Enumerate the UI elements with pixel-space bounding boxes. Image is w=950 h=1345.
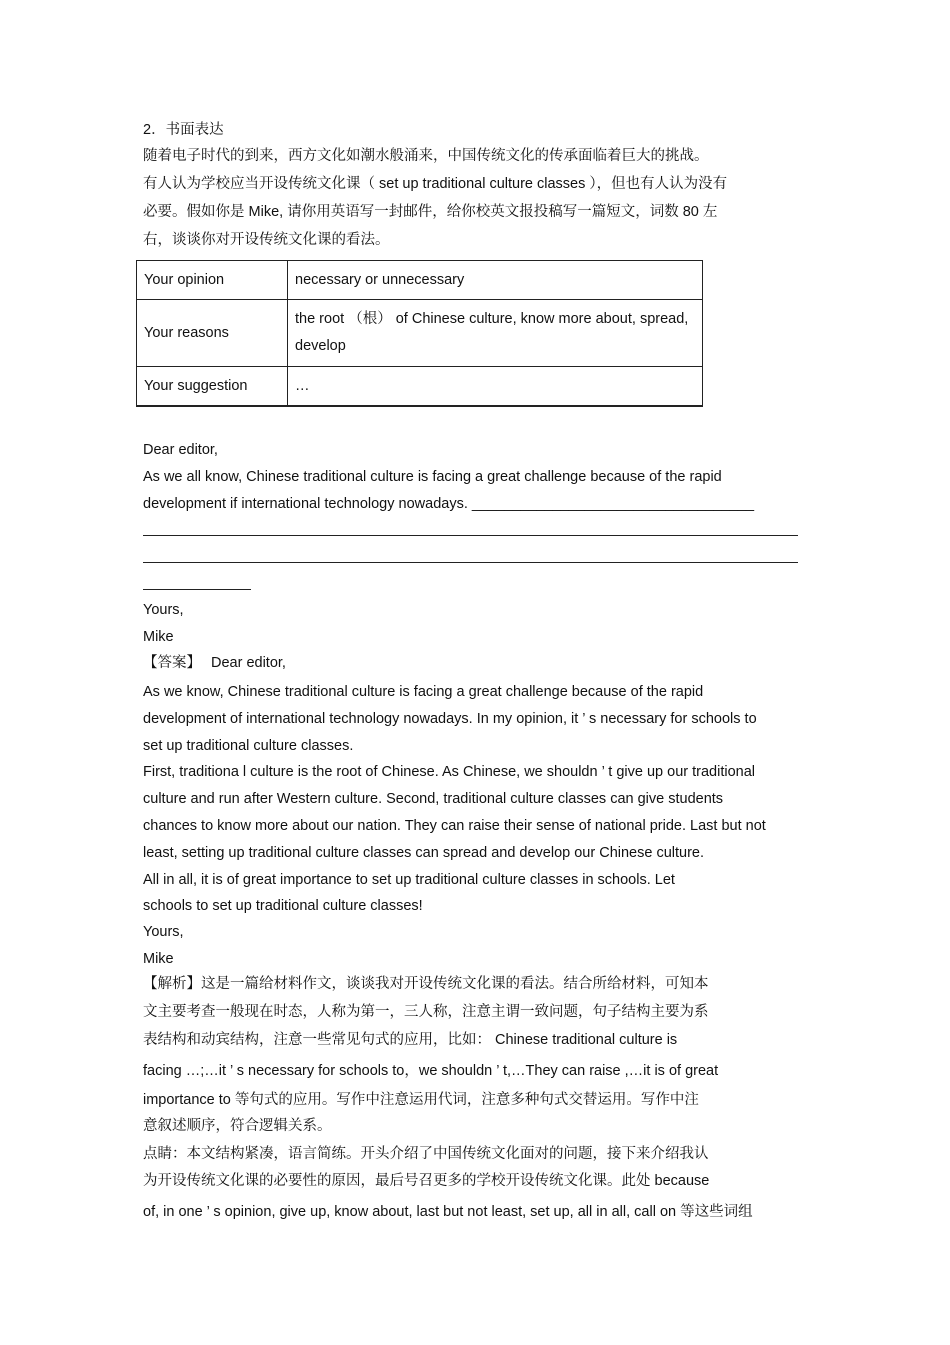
- comment-line: 为开设传统文化课的必要性的原因，最后号召更多的学校开设传统文化课。此处 because: [143, 1173, 710, 1189]
- answer-line: First, traditiona l culture is the root of Chinese. As Chinese, we shouldn ’ t give up our traditional: [143, 764, 756, 780]
- analysis-line: facing …;…it ’ s necessary for schools to，we shouldn ’ t,…They can raise ,…it is of great: [143, 1063, 719, 1079]
- answer-line: least, setting up traditional culture classes can spread and develop our Chinese culture.: [143, 845, 704, 861]
- writing-line: [143, 562, 798, 563]
- analysis-line: 文主要考查一般现在时态，人称为第一，三人称，注意主谓一致问题，句子结构主要为系: [143, 1004, 709, 1020]
- letter-greeting: Dear editor,: [143, 442, 218, 458]
- letter-line: development if international technology nowadays. ___________________________________: [143, 496, 755, 512]
- letter-signature: Mike: [143, 629, 174, 645]
- answer-line: As we know, Chinese traditional culture is facing a great challenge because of the rapid: [143, 684, 704, 700]
- writing-line: [143, 589, 251, 590]
- answer-signature: Mike: [143, 951, 174, 967]
- row-label: Your suggestion: [137, 367, 288, 407]
- table-row: [137, 367, 703, 407]
- answer-closing: Yours,: [143, 924, 184, 940]
- answer-greeting: Dear editor,: [211, 655, 286, 671]
- row-label: Your reasons: [137, 300, 288, 367]
- table-row: [137, 300, 703, 367]
- row-label: Your opinion: [137, 261, 288, 300]
- prompt-line: 随着电子时代的到来，西方文化如潮水般涌来，中国传统文化的传承面临着巨大的挑战。: [143, 148, 709, 164]
- prompt-line: 右，谈谈你对开设传统文化课的看法。: [143, 232, 390, 248]
- analysis-line: 【解析】这是一篇给材料作文，谈谈我对开设传统文化课的看法。结合所给材料，可知本: [143, 976, 709, 992]
- answer-label: 【答案】: [143, 655, 201, 671]
- prompt-line: 必要。假如你是 Mike, 请你用英语写一封邮件，给你校英文报投稿写一篇短文，词数 80 左: [143, 204, 718, 220]
- answer-line: development of international technology nowadays. In my opinion, it ’ s necessary for schools to: [143, 711, 757, 727]
- info-table: [136, 260, 703, 407]
- writing-line: [143, 535, 798, 536]
- letter-line: As we all know, Chinese traditional culture is facing a great challenge because of the rapid: [143, 469, 722, 485]
- analysis-line: 意叙述顺序，符合逻辑关系。: [143, 1118, 332, 1134]
- analysis-line: 表结构和动宾结构，注意一些常见句式的应用，比如： Chinese traditional culture is: [143, 1032, 678, 1048]
- question-heading: 2．书面表达: [143, 122, 224, 138]
- letter-closing: Yours,: [143, 602, 184, 618]
- comment-line: 点睛：本文结构紧凑，语言简练。开头介绍了中国传统文化面对的问题，接下来介绍我认: [143, 1146, 709, 1162]
- answer-line: set up traditional culture classes.: [143, 738, 354, 754]
- answer-line: chances to know more about our nation. They can raise their sense of national pride. Last but not: [143, 818, 766, 834]
- answer-line: schools to set up traditional culture classes!: [143, 898, 423, 914]
- answer-header: [143, 653, 286, 673]
- answer-line: All in all, it is of great importance to set up traditional culture classes in schools. Let: [143, 872, 675, 888]
- comment-line: of, in one ’ s opinion, give up, know about, last but not least, set up, all in all, call on 等这些词组: [143, 1204, 753, 1220]
- row-value: necessary or unnecessary: [288, 261, 703, 300]
- answer-line: culture and run after Western culture. Second, traditional culture classes can give students: [143, 791, 724, 807]
- row-value: …: [288, 367, 703, 407]
- analysis-line: importance to 等句式的应用。写作中注意运用代词，注意多种句式交替运用。写作中注: [143, 1092, 699, 1108]
- table-row: [137, 261, 703, 300]
- row-value: the root （根） of Chinese culture, know more about, spread, develop: [288, 300, 703, 367]
- prompt-line: 有人认为学校应当开设传统文化课（ set up traditional culture classes ），但也有人认为没有: [143, 176, 728, 192]
